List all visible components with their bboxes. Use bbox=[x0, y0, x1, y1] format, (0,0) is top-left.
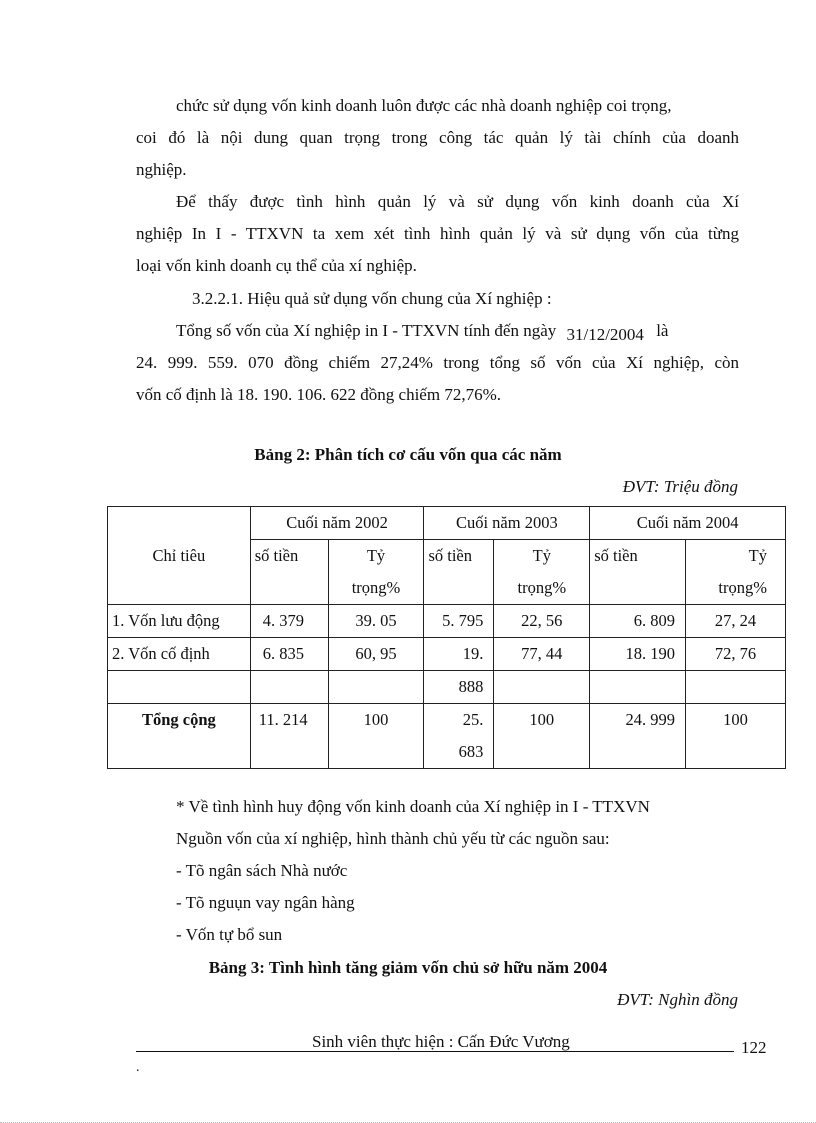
cell-value: 24. 999 bbox=[590, 704, 686, 769]
body-text: Tổng số vốn của Xí nghiệp in I - TTXVN tính đến ngày bbox=[176, 321, 557, 340]
table3-caption: Bảng 3: Tình hình tăng giảm vốn chủ sở hữu năm 2004 bbox=[208, 958, 608, 977]
header-ty: Tỷ bbox=[366, 546, 386, 565]
table-row-total bbox=[108, 704, 786, 769]
cell-value bbox=[424, 704, 494, 769]
cell-value: 19. bbox=[424, 638, 494, 671]
cell-value: 6. 835 bbox=[250, 638, 328, 671]
cell-percent: 100 bbox=[328, 704, 424, 769]
table-row bbox=[108, 671, 786, 704]
cell-percent: 72, 76 bbox=[686, 638, 786, 671]
table-row bbox=[108, 638, 786, 671]
header-so-tien: số tiền bbox=[250, 540, 328, 605]
body-line: coi đó là nội dung quan trọng trong công tác quản lý tài chính của doanh bbox=[136, 128, 739, 147]
table2 bbox=[107, 506, 786, 769]
cell-value: 11. 214 bbox=[250, 704, 328, 769]
header-trong: trọng% bbox=[351, 578, 401, 597]
row-label: 2. Vốn cố định bbox=[108, 638, 251, 671]
cell-value: 4. 379 bbox=[250, 605, 328, 638]
footer-rule bbox=[136, 1051, 734, 1052]
footer-author: Sinh viên thực hiện : Cấn Đức Vương bbox=[312, 1032, 570, 1051]
body-line bbox=[176, 321, 669, 344]
body-line: chức sử dụng vốn kinh doanh luôn được các nhà doanh nghiệp coi trọng, bbox=[176, 96, 672, 115]
body-line: vốn cố định là 18. 190. 106. 622 đồng chiếm 72,76%. bbox=[136, 385, 501, 404]
page-number: 122 bbox=[741, 1038, 767, 1057]
header-year: Cuối năm 2002 bbox=[250, 507, 424, 540]
header-ty-trong bbox=[686, 540, 786, 605]
section-heading: 3.2.2.1. Hiệu quả sử dụng vốn chung của Xí nghiệp : bbox=[192, 289, 552, 308]
cell-percent: 39. 05 bbox=[328, 605, 424, 638]
cell-percent bbox=[328, 671, 424, 704]
cell-percent: 22, 56 bbox=[494, 605, 590, 638]
cell-percent: 27, 24 bbox=[686, 605, 786, 638]
header-ty: Tỷ bbox=[748, 546, 767, 565]
list-item: - Tõ nguụn vay ngân hàng bbox=[176, 893, 355, 912]
header-year: Cuối năm 2004 bbox=[590, 507, 786, 540]
cell-value: 5. 795 bbox=[424, 605, 494, 638]
header-ty: Tỷ bbox=[532, 546, 551, 565]
cell-value bbox=[590, 671, 686, 704]
row-label: 1. Vốn lưu động bbox=[108, 605, 251, 638]
cell-percent: 77, 44 bbox=[494, 638, 590, 671]
cell-value bbox=[250, 671, 328, 704]
cell-value-part: 683 bbox=[458, 742, 484, 761]
cell-percent: 100 bbox=[686, 704, 786, 769]
header-trong: trọng% bbox=[517, 578, 567, 597]
body-line: nghiệp In I - TTXVN ta xem xét tình hình quản lý và sử dụng vốn của từng bbox=[136, 224, 739, 243]
table3-unit: ĐVT: Nghìn đồng bbox=[617, 990, 738, 1009]
cell-percent: 100 bbox=[494, 704, 590, 769]
cell-percent: 60, 95 bbox=[328, 638, 424, 671]
table2-caption: Bảng 2: Phân tích cơ cấu vốn qua các năm bbox=[254, 445, 562, 464]
table-header-row bbox=[108, 507, 786, 540]
date-value: 31/12/2004 bbox=[566, 325, 644, 344]
list-item: - Tõ ngân sách Nhà nước bbox=[176, 861, 348, 880]
body-line: * Về tình hình huy động vốn kinh doanh của Xí nghiệp in I - TTXVN bbox=[176, 797, 650, 816]
row-label bbox=[108, 671, 251, 704]
body-line: Để thấy được tình hình quản lý và sử dụng vốn kinh doanh của Xí bbox=[176, 192, 739, 211]
body-line: nghiệp. bbox=[136, 160, 187, 179]
header-so-tien: số tiền bbox=[424, 540, 494, 605]
header-so-tien: số tiền bbox=[590, 540, 686, 605]
header-ty-trong bbox=[328, 540, 424, 605]
cell-value: 6. 809 bbox=[590, 605, 686, 638]
header-ty-trong bbox=[494, 540, 590, 605]
header-trong: trọng% bbox=[718, 578, 767, 597]
footer-mark: . bbox=[136, 1060, 140, 1075]
row-label: Tổng cộng bbox=[108, 704, 251, 769]
cell-value: 888 bbox=[424, 671, 494, 704]
list-item: - Vốn tự bổ sun bbox=[176, 925, 283, 944]
cell-percent bbox=[686, 671, 786, 704]
body-line: 24. 999. 559. 070 đồng chiếm 27,24% trong tổng số vốn của Xí nghiệp, còn bbox=[136, 353, 739, 372]
table-row bbox=[108, 605, 786, 638]
cell-value-part: 25. bbox=[462, 710, 484, 729]
cell-value: 18. 190 bbox=[590, 638, 686, 671]
header-year: Cuối năm 2003 bbox=[424, 507, 590, 540]
cell-percent bbox=[494, 671, 590, 704]
body-text: là bbox=[656, 321, 669, 340]
body-line: Nguồn vốn của xí nghiệp, hình thành chủ yếu từ các nguồn sau: bbox=[176, 829, 610, 848]
header-chi-tieu: Chỉ tiêu bbox=[108, 507, 251, 605]
body-line: loại vốn kinh doanh cụ thể của xí nghiệp. bbox=[136, 256, 417, 275]
table2-unit: ĐVT: Triệu đồng bbox=[622, 477, 738, 496]
